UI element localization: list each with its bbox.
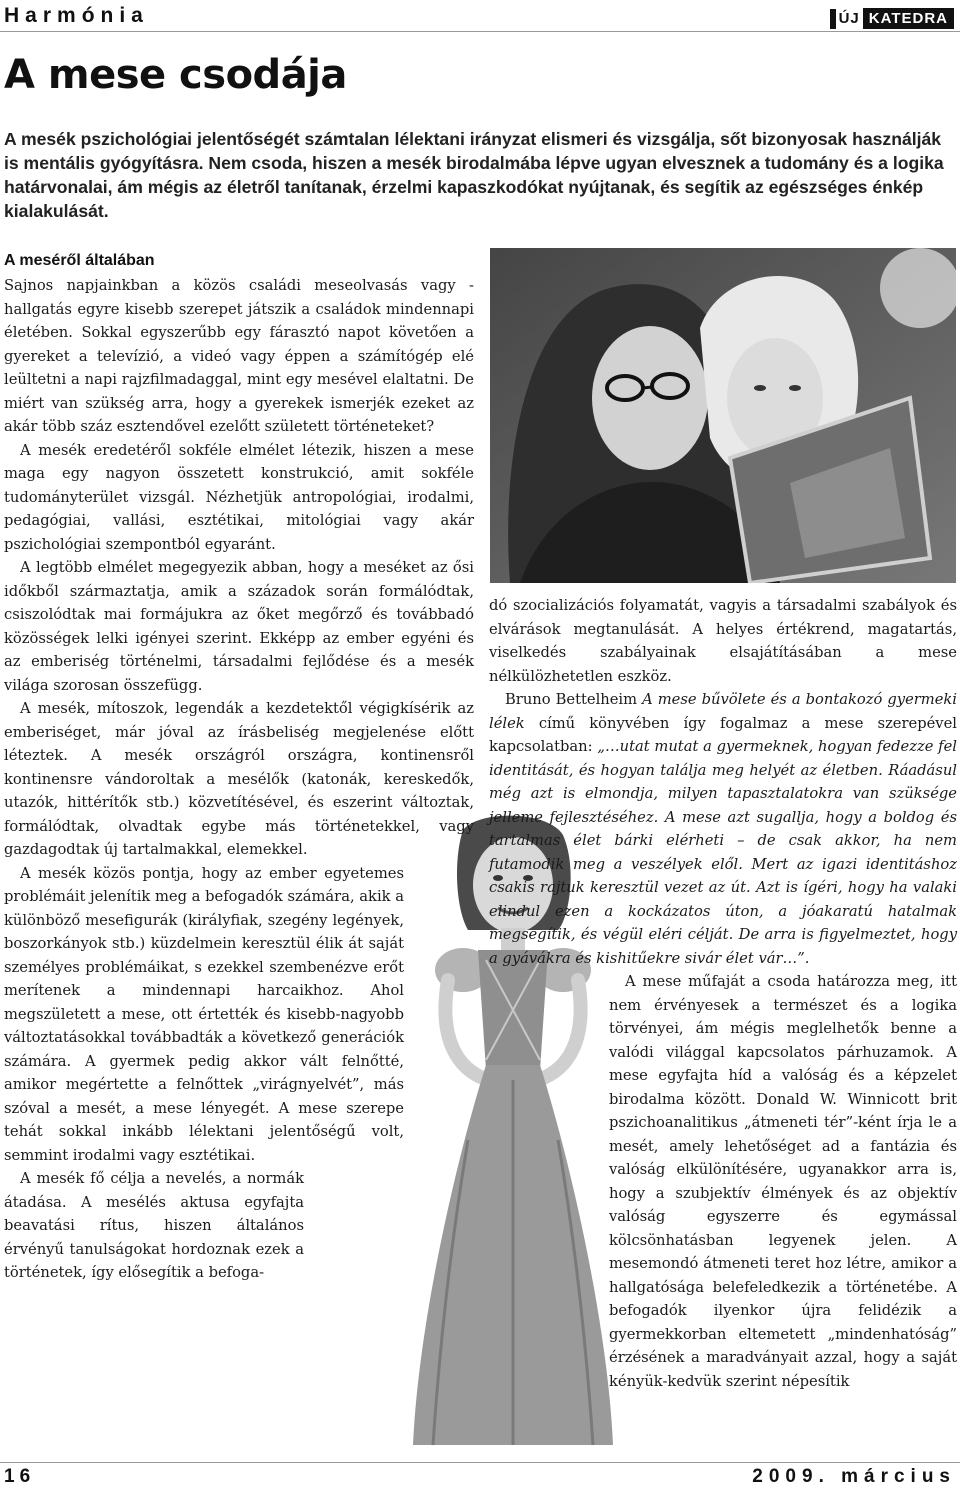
quote: „…utat mutat a gyermeknek, hogyan fedezze fel identitását, és hogyan találja meg helyét az életben. Ráadásul még azt is elmondja, milyen tapasztalatokra van szüksége jelleme fejlesztéséhez. A mese azt sugallja, hogy a boldog és tartalmas élet bárki elérheti – de csak akkor, ha nem futamodik meg a veszélyek elől. Mert az igazi identitáshoz csakis rajtuk keresztül vezet az út. Azt is ígéri, hogy ha valaki elindul ezen a kockázatos úton, a jóakaratú hatalmak megsegítik, és végül eléri célját. De arra is figyelmeztet, hogy a gyávákra és kishitűekre sivár élet vár…”. [489,738,957,967]
paragraph: A mese műfaját a csoda határozza meg, itt nem érvényesek a természet és a logika törvényei, ám mégis meglelhetők benne a valódi világgal kapcsolatos párhuzamok. A mese egyfajta híd a valóság és a képzelet birodalma között. Donald W. Winnicott brit pszichoanalitikus „átmeneti tér”-ként írja le a mesét, amely lehetőséget ad a fantázia és valóság elkülönítésére, ugyanakkor arra is, hogy a szubjektív élmények és az objektív valóság egyszerre és egymással kölcsönhatásban legyenek jelen. A mesemondó átmeneti teret hoz létre, amikor a hallgatósága belefeledkezik a történetébe. A befogadók ilyenkor újra felidézik a gyermekkorban eltemetett „mindenhatóság” érzésének a maradványait azzal, hogy a saját kényük-kedvük szerint népesítik [609,973,957,1390]
left-column [4,250,474,1285]
paragraph-bettelheim [489,688,957,970]
paragraph: A mesék fő célja a nevelés, a normák átadása. A mesélés aktusa egyfajta beavatási rítus, hiszen általános érvényű tanulságokat hordoznak ezek a történetek, így elősegítik a befoga- [4,1170,304,1281]
section-label: Harmónia [4,4,149,27]
footer-divider [0,1462,960,1463]
photo-mother-daughter-reading [490,248,956,583]
section-heading: A meséről általában [4,252,155,269]
paragraph: dó szocializációs folyamatát, vagyis a társadalmi szabályok és elvárások megtanulását. A helyes értékrend, magatartás, viselkedés szabályainak elsajátításában a mese nélkülözhetetlen eszköz. [489,597,957,685]
logo-katedra: KATEDRA [863,8,954,29]
paragraph: A mesék eredetéről sokféle elmélet létezik, hiszen a mese maga egy nagyon összetett konstrukció, amit sokféle tudományterület vizsgál. Nézhetjük antropológiai, irodalmi, pedagógiai, vallási, esztétikai, mitológiai vagy akár pszichológiai szempontból egyaránt. [4,441,474,553]
paragraph-text: Bruno Bettelheim [505,691,643,708]
right-column [489,594,957,1393]
header-divider [0,31,960,32]
paragraph: A mesék közös pontja, hogy az ember egyetemes problémáit jelenítik meg a befogadók számára, akik a különböző mesefigurák (királyfiak, szegény legények, boszorkányok stb.) küzdelmein keresztül élik át saját személyes problémáikat, s ezekkel szembenézve erőt merítenek a mindennapi harcaikhoz. Ahol megszületett a mese, ott értették és kisebb-nagyobb változtatásokkal továbbadták a következő generációk számára. A gyermek pedig akkor vált felnőtté, amikor megértette a felnőttek „virágnyelvét”, más szóval a mesét, a mese lényegét. A mese szerepe tehát sokkal inkább lélektani jelentőségű volt, semmint irodalmi vagy esztétikai. [4,864,404,1164]
article-title: A mese csodája [4,52,347,98]
paragraph: Sajnos napjainkban a közös családi meseolvasás vagy -hallgatás egyre kisebb szerepet játszik a családok mindennapi életében. Sokkal egyszerűbb egy fárasztó napot követően a gyereket a televízió, a videó vagy éppen a számítógép elé leültetni a napi rajzfilmadaggal, mint egy mesével elaltatni. De miért van szükség arra, hogy a gyerekek ismerjék ezeket az akár több száz esztendővel ezelőtt született történeteket? [4,277,474,435]
book-title: A mese bűvölete és a bontakozó gyermeki lélek [489,691,957,732]
article-lead: A mesék pszichológiai jelentőségét számtalan lélektani irányzat elismeri és vizsgálja, sőt bizonyosak használják is mentális gyógyításra. Nem csoda, hiszen a mesék birodalmába lépve ugyan elvesznek a tudomány és a logika határvonalai, ám mégis az életről tanítanak, érzelmi kapaszkodókat nyújtanak, és segítik az egészséges énkép kialakulását. [4,129,944,221]
publication-logo [830,8,954,29]
paragraph: A mesék, mítoszok, legendák a kezdetektől végigkísérik az emberiséget, már jóval az írásbeliség megjelenése előtt léteztek. A mesék országról országra, kontinensről kontinensre vándoroltak a mesélők (katonák, kereskedők, utazók, hittérítők stb.) közvetítésével, és eszerint változtak, formálódtak, olvadtak egybe más történetekkel, vagy gazdagodtak új tartalmakkal, elemekkel. [4,700,474,858]
issue-date: 2009. március [752,1466,956,1487]
paragraph: A legtöbb elmélet megegyezik abban, hogy a meséket az ősi időkből származtatja, amik a századok során formálódtak, csiszolódtak mai formájukra az őket megőrző és továbbadó közösségek lelki igényei szerint. Ekképp az ember egyéni és az emberiség történelmi, társadalmi fejlődése és a mesék világa szorosan összefügg. [4,559,474,694]
logo-bar [830,9,836,29]
page-number: 16 [4,1466,36,1487]
paragraph-text: című könyvében így fogalmaz a mese szerepével kapcsolatban: [489,714,957,755]
photo-mother-daughter-illustration [490,248,956,583]
logo-uj: ÚJ [838,10,860,27]
